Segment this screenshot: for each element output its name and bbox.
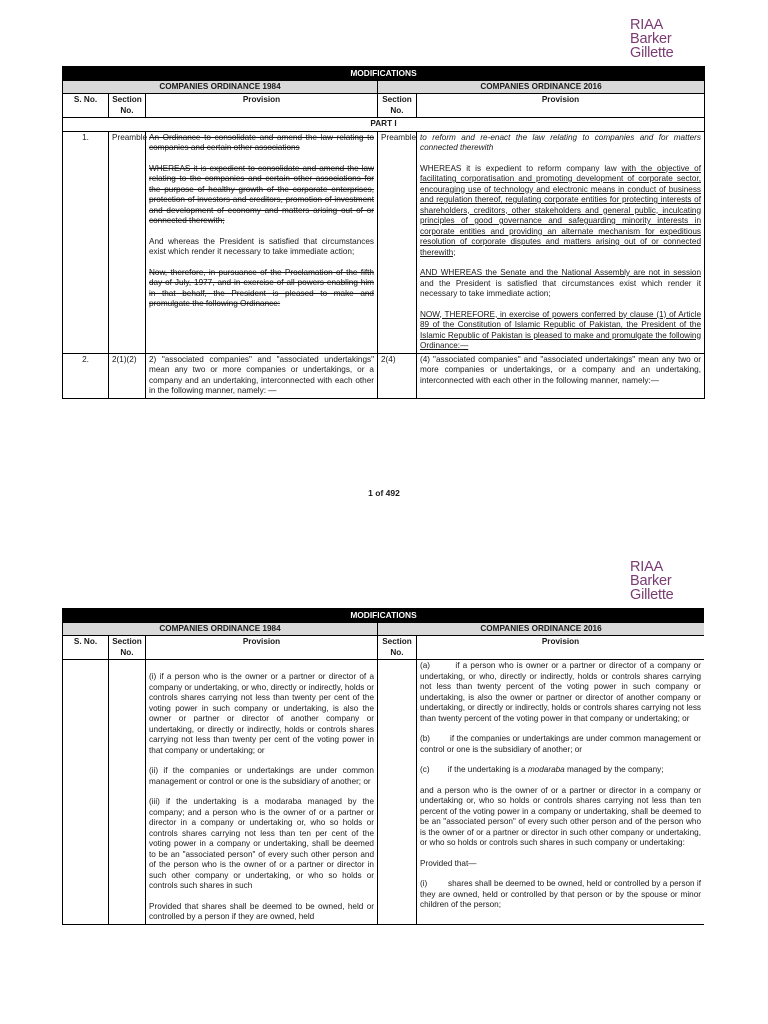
document-page-2 [62,608,704,1020]
section-number-right [378,660,417,925]
provision-paragraph: Provided that shares shall be deemed to be owned, held or controlled by a person if they are owned, held [149,901,374,921]
provision-paragraph: (b) if the companies or undertakings are under common management or control or one is the subsidiary of another; or [420,734,704,754]
section-number-right: Preamble [378,131,417,353]
text-span: (c) if the undertaking is a [420,765,528,774]
struck-text: An Ordinance to consolidate and amend the law relating to companies and certain other associations [149,132,374,152]
col-header-provision-left: Provision [146,636,378,660]
provision-paragraph [420,268,701,300]
part-heading: PART I [63,118,705,132]
italic-text: modaraba [527,765,565,774]
section-number-left: 2(1)(2) [109,353,146,398]
logo-line-3: Gillette [630,587,674,603]
struck-text: WHEREAS it is expedient to consolidate and amend the law relating to the companies and certain other associations for the purpose of healthy growth of the corporate enterprises, protection of investors and creditors, promotion of investment and development of economy and matters arising out of or connected therewith; [149,163,374,225]
provision-2016: (4) "associated companies" and "associated undertakings" mean any two or more companies or undertakings, or a company and an undertaking, interconnected with each other in the following manner, namely:— [417,353,705,398]
provision-paragraph [420,765,701,776]
modifications-table [62,66,705,399]
section-number-right: 2(4) [378,353,417,398]
provision-paragraph: (ii) if the companies or undertakings are under common management or control or one is the subsidiary of another; or [149,766,374,786]
col-header-section-left: Section No. [109,636,146,660]
provision-paragraph: (i) if a person who is the owner or a partner or director of a company or undertaking, or who, directly or indirectly, holds or controls shares carrying not less than twenty per cent of the voting power in such company or undertaking, is also the owner or partner or director of another company or undertaking, or directly or indirectly, holds or controls shares carrying not less than twenty per cent of the voting power in that company or undertaking; or [149,672,374,755]
underlined-text: with the objective of facilitating corporatisation and promoting development of corporate sector, encouraging use of technology and electronic means in conduct of business and regulation thereof, regulating corporate entities for protecting interests of shareholders, creditors, other stakeholders and general public, inculcating principles of good governance and safeguarding minority interests in corporate entities and providing an alternate mechanism for expeditious resolution of corporate disputes and matters arising out of or connected therewith; [420,163,702,257]
table-row [63,131,705,353]
col-header-provision-right: Provision [417,94,705,118]
col-header-sno: S. No. [63,636,109,660]
provision-paragraph: to reform and re-enact the law relating to companies and for matters connected therewith [420,132,702,152]
col-header-provision-right: Provision [417,636,705,660]
table-title: MODIFICATIONS [63,609,705,623]
provision-paragraph: (i) shares shall be deemed to be owned, held or controlled by a person if they are owned, held or controlled by that person or by the spouse or minor children of the person; [420,879,704,909]
row-number [63,660,109,925]
row-number: 2. [63,353,109,398]
right-ordinance-heading: COMPANIES ORDINANCE 2016 [378,622,705,636]
right-ordinance-heading: COMPANIES ORDINANCE 2016 [378,80,705,94]
col-header-section-right: Section No. [378,636,417,660]
col-header-sno: S. No. [63,94,109,118]
table-row [63,660,705,925]
table-title: MODIFICATIONS [63,67,705,81]
firm-logo [630,560,690,602]
text-span: and the President is satisfied that circumstances exist which render it necessary to take immediate action; [420,278,702,298]
col-header-provision-left: Provision [146,94,378,118]
underlined-text: — [460,341,469,350]
section-number-left [109,660,146,925]
section-number-left: Preamble [109,131,146,353]
provision-paragraph: (iii) if the undertaking is a modaraba managed by the company; and a person who is the owner of or a partner or director in a company or undertaking or, who so holds or controls shares carrying not less than ten per cent of the voting power in a company or undertaking, shall be deemed to be an "associated person" of every such other person and of the person who is the owner of or a partner or director in such other company or undertaking, or who so holds or controls such shares in such [149,797,374,890]
logo-line-1: RIAA [630,17,664,33]
text-span: managed by the company; [564,765,664,774]
provision-paragraph [420,164,701,259]
provision-1984 [146,660,378,925]
firm-logo [630,18,690,60]
logo-line-1: RIAA [630,559,664,575]
provision-2016 [417,131,705,353]
provision-paragraph: And whereas the President is satisfied that circumstances exist which render it necessary to take immediate action; [149,236,374,256]
table-row [63,353,705,398]
left-ordinance-heading: COMPANIES ORDINANCE 1984 [63,80,378,94]
logo-line-3: Gillette [630,45,674,61]
provision-2016 [417,660,705,925]
text-span: WHEREAS it is expedient to reform company law [420,163,622,173]
left-ordinance-heading: COMPANIES ORDINANCE 1984 [63,622,378,636]
logo-line-2: Barker [630,31,672,47]
underlined-text: AND WHEREAS the Senate and the National Assembly are not in session [420,268,702,277]
provision-1984: 2) "associated companies" and "associated undertakings" mean any two or more companies or undertakings, or a company and an undertaking, interconnected with each other in the following manner, namely: — [146,353,378,398]
provision-paragraph: (a) if a person who is owner or a partner or director of a company or undertaking, or who, directly or indirectly, holds or controls shares carrying not less than twenty percent of the voting power in such company or undertaking, is also the owner or partner or director of another company or undertaking, or directly or indirectly, holds or controls shares carrying not less than twenty percent of the voting power in that company or undertaking; or [420,661,704,723]
provision-paragraph [420,310,701,352]
modifications-table [62,608,704,925]
underlined-text: NOW, THEREFORE, in exercise of powers conferred by clause (1) of Article 89 of the Constitution of Islamic Republic of Pakistan, the President of the Islamic Republic of Pakistan is pleased to make and promulgate the following Ordinance: [420,309,702,350]
col-header-section-right: Section No. [378,94,417,118]
provision-paragraph: Provided that— [420,858,477,868]
row-number: 1. [63,131,109,353]
provision-1984 [146,131,378,353]
col-header-section-left: Section No. [109,94,146,118]
provision-paragraph: and a person who is the owner of or a partner or director in a company or undertaking or, who so holds or controls shares carrying not less than ten percent of the voting power in a company or undertaking, shall be deemed to be an "associated person" of every such other person and of the person who is the owner of or a partner or director in such other company or undertaking, or who so holds or controls such shares in such company or undertaking: [420,785,702,847]
struck-text: Now, therefore, in pursuance of the Proclamation of the fifth day of July, 1977, and in exercise of all powers enabling him in that behalf, the President is pleased to make and promulgate the following Ordinance: [149,267,374,308]
logo-line-2: Barker [630,573,672,589]
page-number: 1 of 492 [368,488,400,498]
